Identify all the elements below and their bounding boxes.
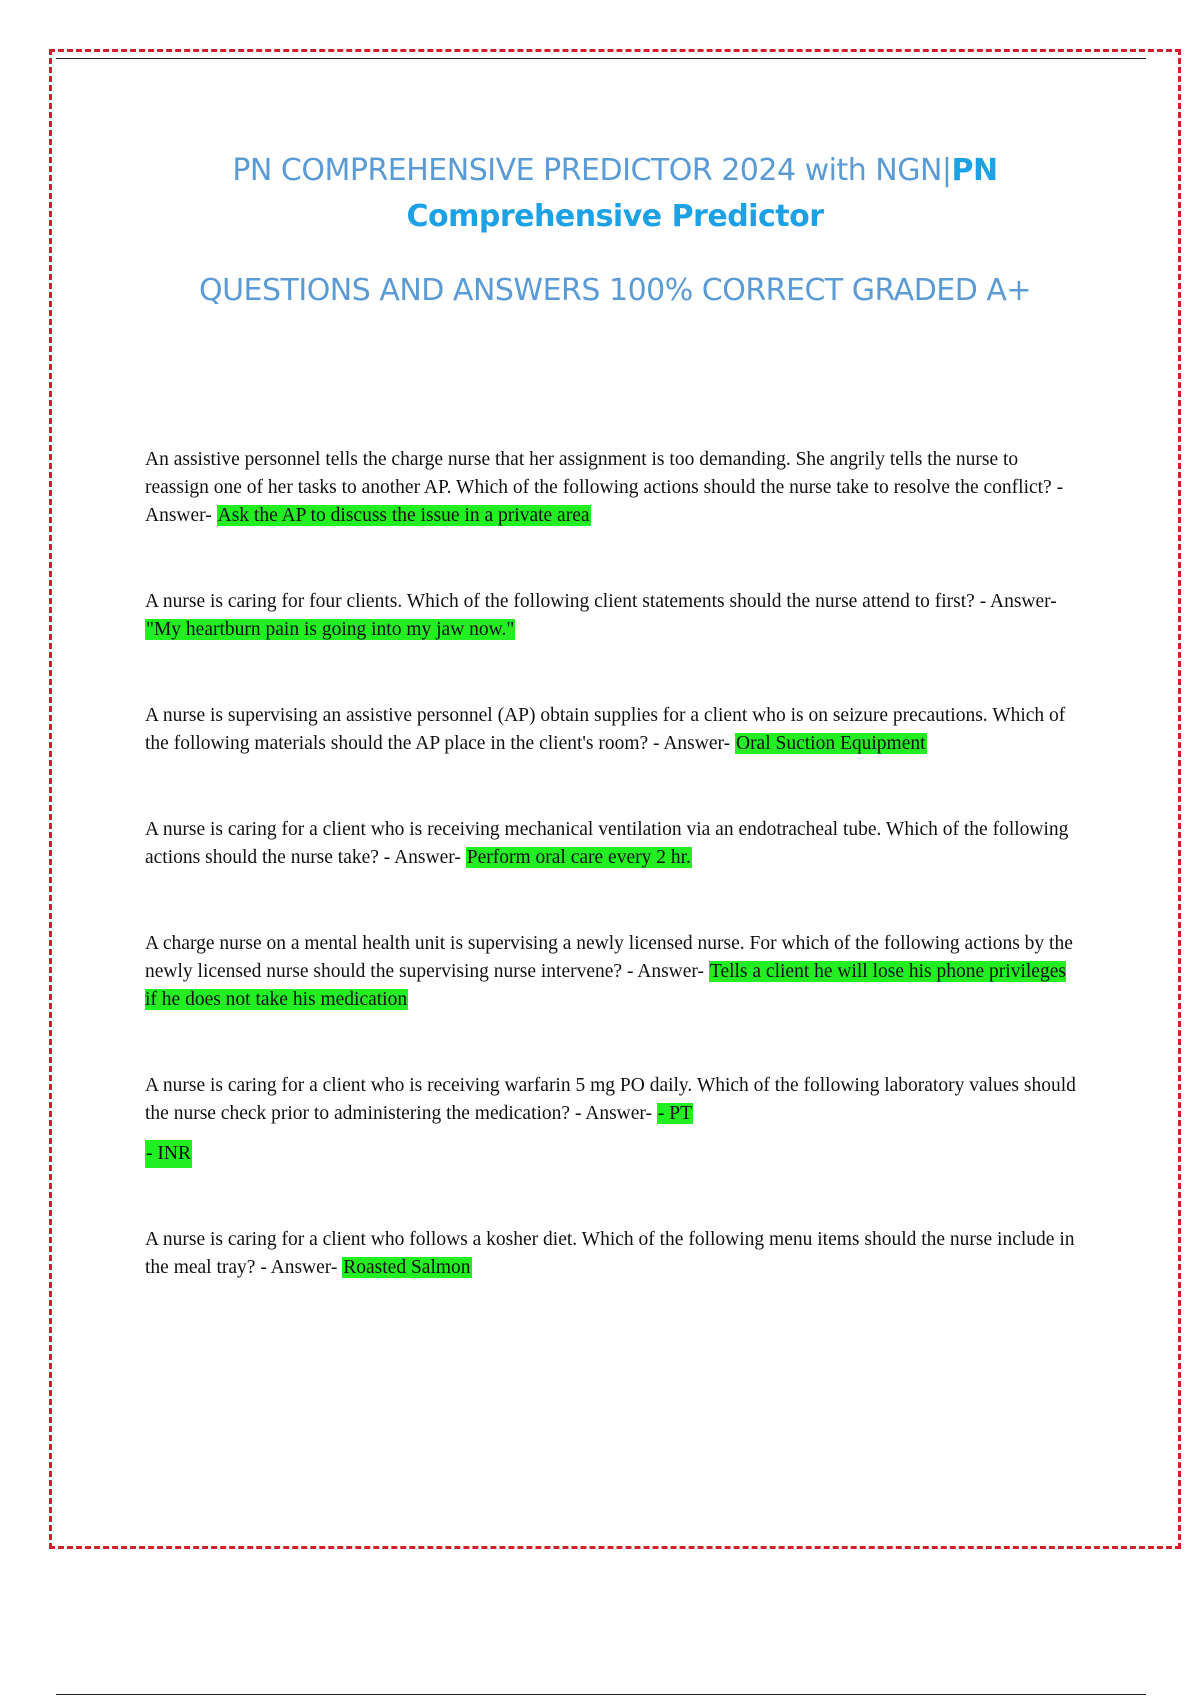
answer-highlight: Tells a client he will lose his phone privileges if he does not take his medication	[145, 961, 1066, 1010]
title-part-1-strong: PN	[951, 153, 998, 188]
question-text: A nurse is supervising an assistive personnel (AP) obtain supplies for a client who is on seizure precautions. Which of the following materials should the AP place in the client's room? - Answer-	[145, 705, 1066, 754]
title-line-3: QUESTIONS AND ANSWERS 100% CORRECT GRADED A+	[198, 273, 1032, 308]
qa-item-1	[145, 446, 1080, 530]
answer-highlight: Oral Suction Equipment	[735, 733, 926, 754]
title-line-2: Comprehensive Predictor	[406, 199, 824, 234]
answer-highlight: Roasted Salmon	[343, 1257, 471, 1278]
answer-highlight-extra: - INR	[145, 1140, 192, 1168]
answer-highlight: - PT	[657, 1103, 692, 1124]
top-rule	[56, 58, 1146, 59]
title-part-1: PN COMPREHENSIVE PREDICTOR 2024 with NGN|	[232, 153, 952, 188]
qa-item-3	[145, 702, 1080, 758]
question-text: An assistive personnel tells the charge nurse that her assignment is too demanding. She angrily tells the nurse to reassign one of her tasks to another AP. Which of the following actions should the nurse take to resolve the conflict? - Answer-	[145, 449, 1064, 526]
answer-highlight: "My heartburn pain is going into my jaw now."	[146, 619, 515, 640]
answer-highlight: Perform oral care every 2 hr.	[466, 847, 691, 868]
answer-highlight: Ask the AP to discuss the issue in a private area	[217, 505, 590, 526]
title-line-1	[120, 150, 1110, 192]
qa-item-4	[145, 816, 1080, 872]
question-text: A nurse is caring for a client who is receiving warfarin 5 mg PO daily. Which of the following laboratory values should the nurse check prior to administering the medication? - Answer-	[145, 1075, 1076, 1124]
qa-item-6	[145, 1072, 1080, 1168]
qa-item-5	[145, 930, 1080, 1014]
document-title	[120, 150, 1110, 312]
question-text: A nurse is caring for a client who follows a kosher diet. Which of the following menu items should the nurse include in the meal tray? - Answer-	[145, 1229, 1075, 1278]
qa-list	[145, 446, 1080, 1282]
qa-item-2	[145, 588, 1080, 644]
question-text: A nurse is caring for a client who is receiving mechanical ventilation via an endotracheal tube. Which of the following actions should the nurse take? - Answer-	[145, 819, 1069, 868]
question-text: A nurse is caring for four clients. Which of the following client statements should the nurse attend to first? - Answer-	[145, 591, 1057, 612]
qa-item-7	[145, 1226, 1080, 1282]
question-text: A charge nurse on a mental health unit is supervising a newly licensed nurse. For which of the following actions by the newly licensed nurse should the supervising nurse intervene? - Answer-	[145, 933, 1073, 982]
bottom-rule	[56, 1694, 1146, 1695]
